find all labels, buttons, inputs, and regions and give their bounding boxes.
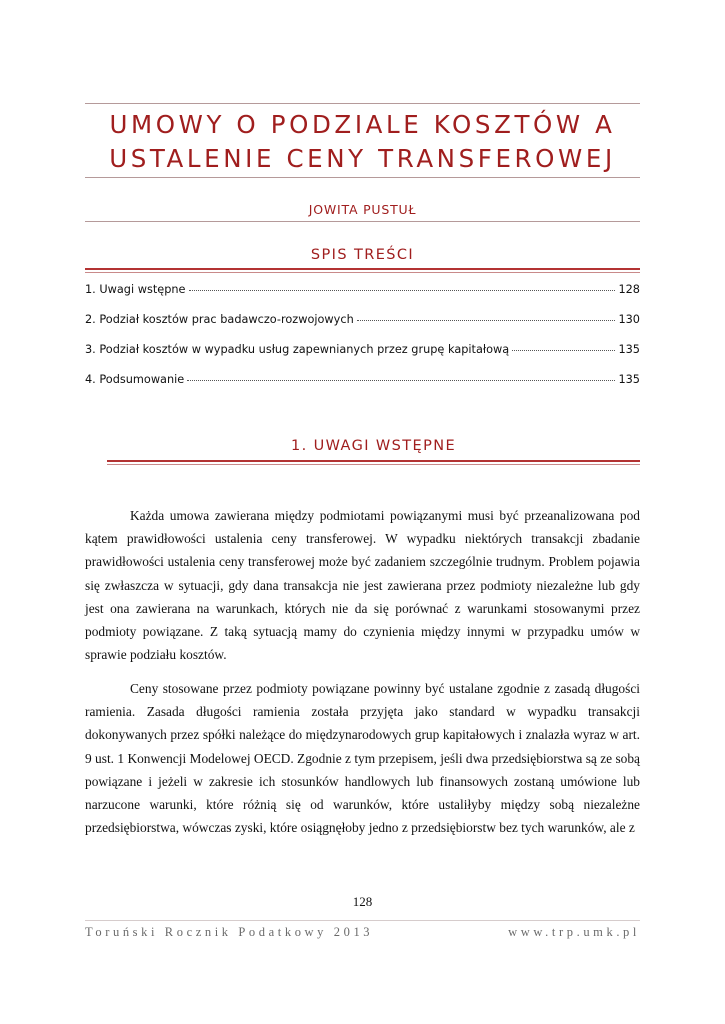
toc-item[interactable] xyxy=(85,373,640,403)
toc-item-label: 3. Podział kosztów w wypadku usług zapewnianych przez grupę kapitałową xyxy=(85,343,510,356)
toc-leader-dots xyxy=(189,290,616,291)
toc-item[interactable] xyxy=(85,343,640,373)
toc-item-label: 4. Podsumowanie xyxy=(85,373,185,386)
title-line-2: USTALENIE CENY TRANSFEROWEJ xyxy=(109,144,616,173)
author-name: JOWITA PUSTUŁ xyxy=(308,202,417,217)
page-number: 128 xyxy=(352,894,373,909)
toc-leader-dots xyxy=(357,320,616,321)
journal-url: www.trp.umk.pl xyxy=(508,925,640,939)
toc-item-label: 2. Podział kosztów prac badawczo-rozwojowych xyxy=(85,313,354,326)
body-paragraph-2: Ceny stosowane przez podmioty powiązane powinny być ustalane zgodnie z zasadą długości ramienia. Zasada długości ramienia została przyjęta jako standard w wypadku transakcji dokonywanych przez spółki należące do międzynarodowych grup kapitałowych i znalazła wyraz w art. 9 ust. 1 Konwencji Modelowej OECD. Zgodnie z tym przepisem, jeśli dwa przedsiębiorstwa są ze sobą powiązane i jeżeli w zakresie ich stosunków handlowych lub finansowych zostaną umówione lub narzucone warunki, które różnią się od warunków, które ustaliłyby między sobą niezależne przedsiębiorstwa, wówczas zyski, które osiągnęłoby jedno z przedsiębiorstw bez tych warunków, ale z xyxy=(85,681,640,836)
table-of-contents xyxy=(85,283,640,403)
toc-item-page: 130 xyxy=(618,313,640,326)
toc-heading-rule-thick xyxy=(85,268,640,270)
article-title xyxy=(85,108,640,176)
section-heading-rule-thick xyxy=(107,460,640,462)
toc-item-page: 135 xyxy=(618,343,640,356)
toc-heading: SPIS TREŚCI xyxy=(310,247,415,263)
title-line-1: UMOWY O PODZIALE KOSZTÓW A xyxy=(109,110,616,139)
title-bottom-rule xyxy=(85,177,640,178)
toc-item-page: 128 xyxy=(618,283,640,296)
toc-leader-dots xyxy=(512,350,615,351)
toc-item-label: 1. Uwagi wstępne xyxy=(85,283,186,296)
title-top-rule xyxy=(85,103,640,104)
toc-item[interactable] xyxy=(85,283,640,313)
footer-rule xyxy=(85,920,640,921)
section-heading-rule-thin xyxy=(107,464,640,465)
toc-item[interactable] xyxy=(85,313,640,343)
toc-item-page: 135 xyxy=(618,373,640,386)
body-paragraph-1: Każda umowa zawierana między podmiotami powiązanymi musi być przeanalizowana pod kątem prawidłowości ustalenia ceny transferowej. W wypadku niektórych transakcji zbadanie prawidłowości ustalenia ceny transferowej może być zadaniem szczególnie trudnym. Problem pojawia się zwłaszcza w sytuacji, gdy dana transakcja nie jest zawierana przez podmioty niezależne lub gdy jest ona zawierana na warunkach, których nie da się porównać z warunkami stosowanymi przez podmioty powiązane. Z taką sytuacją mamy do czynienia między innymi w przypadku umów w sprawie podziału kosztów. xyxy=(85,508,640,663)
toc-leader-dots xyxy=(187,380,615,381)
author-rule xyxy=(85,221,640,222)
section-heading: 1. UWAGI WSTĘPNE xyxy=(290,438,457,454)
toc-heading-rule-thin xyxy=(85,272,640,273)
journal-name: Toruński Rocznik Podatkowy 2013 xyxy=(85,925,374,939)
